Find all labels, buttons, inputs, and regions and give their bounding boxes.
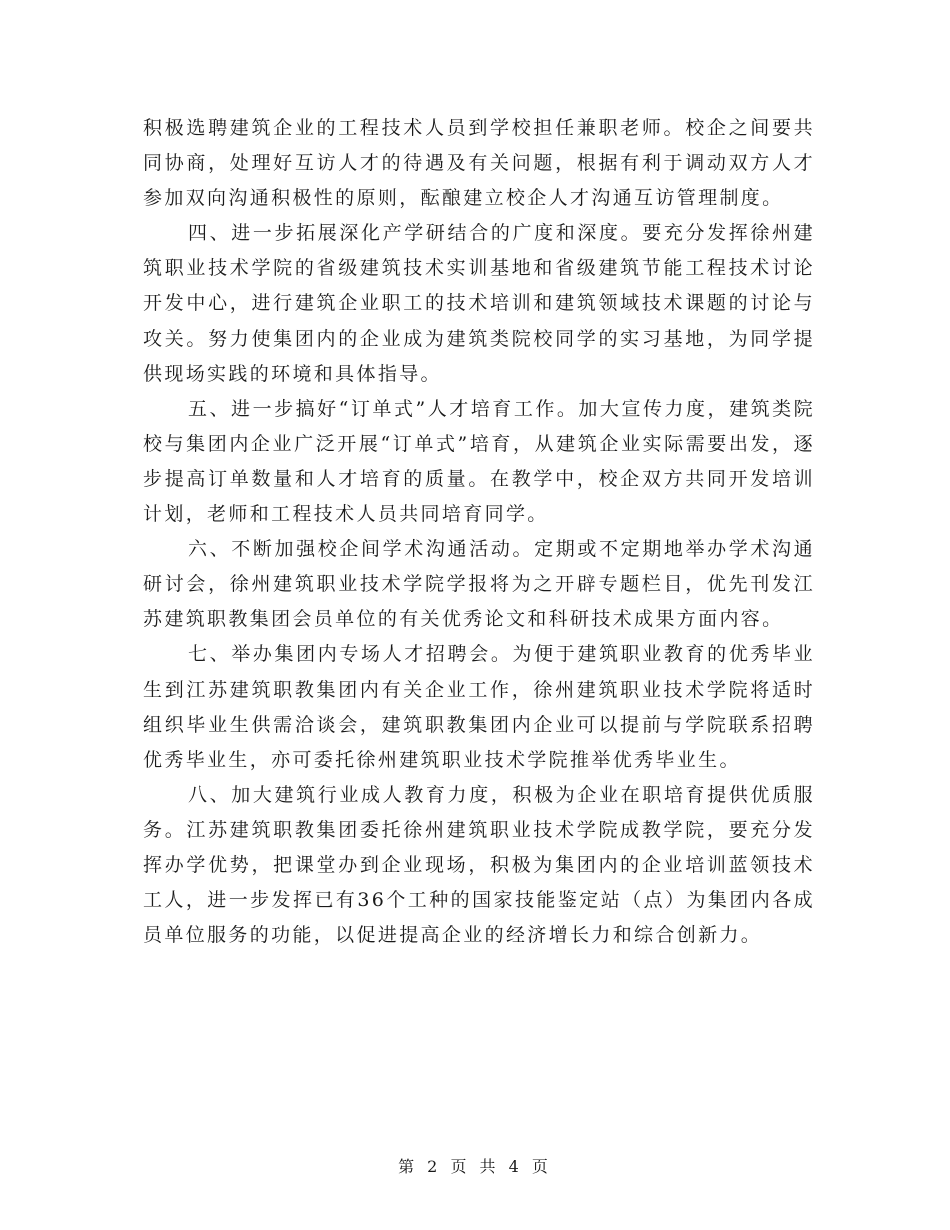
paragraph-item-6: 六、不断加强校企间学术沟通活动。定期或不定期地举办学术沟通研讨会，徐州建筑职业技术学院学报将为之开辟专题栏目，优先刊发江苏建筑职教集团会员单位的有关优秀论文和科研技术成果方面内容。: [143, 538, 815, 631]
document-body: [143, 111, 815, 953]
paragraph-item-4: 四、进一步拓展深化产学研结合的广度和深度。要充分发挥徐州建筑职业技术学院的省级建筑技术实训基地和省级建筑节能工程技术讨论开发中心，进行建筑企业职工的技术培训和建筑领域技术课题的讨论与攻关。努力使集团内的企业成为建筑类院校同学的实习基地，为同学提供现场实践的环境和具体指导。: [143, 222, 815, 385]
paragraph-item-7: 七、举办集团内专场人才招聘会。为便于建筑职业教育的优秀毕业生到江苏建筑职教集团内有关企业工作，徐州建筑职业技术学院将适时组织毕业生供需洽谈会，建筑职教集团内企业可以提前与学院联系招聘优秀毕业生，亦可委托徐州建筑职业技术学院推举优秀毕业生。: [143, 643, 815, 771]
paragraph-item-5: 五、进一步搞好“订单式”人才培育工作。加大宣传力度，建筑类院校与集团内企业广泛开展“订单式”培育，从建筑企业实际需要出发，逐步提高订单数量和人才培育的质量。在教学中，校企双方共同开发培训计划，老师和工程技术人员共同培育同学。: [143, 397, 815, 526]
paragraph-continued: 积极选聘建筑企业的工程技术人员到学校担任兼职老师。校企之间要共同协商，处理好互访人才的待遇及有关问题，根据有利于调动双方人才参加双向沟通积极性的原则，酝酿建立校企人才沟通互访管理制度。: [143, 117, 815, 210]
paragraph-item-8: 八、加大建筑行业成人教育力度，积极为企业在职培育提供优质服务。江苏建筑职教集团委托徐州建筑职业技术学院成教学院，要充分发挥办学优势，把课堂办到企业现场，积极为集团内的企业培训蓝领技术工人，进一步发挥已有36个工种的国家技能鉴定站（点）为集团内各成员单位服务的功能，以促进提高企业的经济增长力和综合创新力。: [143, 783, 815, 947]
page-footer: 第 2 页 共 4 页: [398, 1157, 552, 1176]
